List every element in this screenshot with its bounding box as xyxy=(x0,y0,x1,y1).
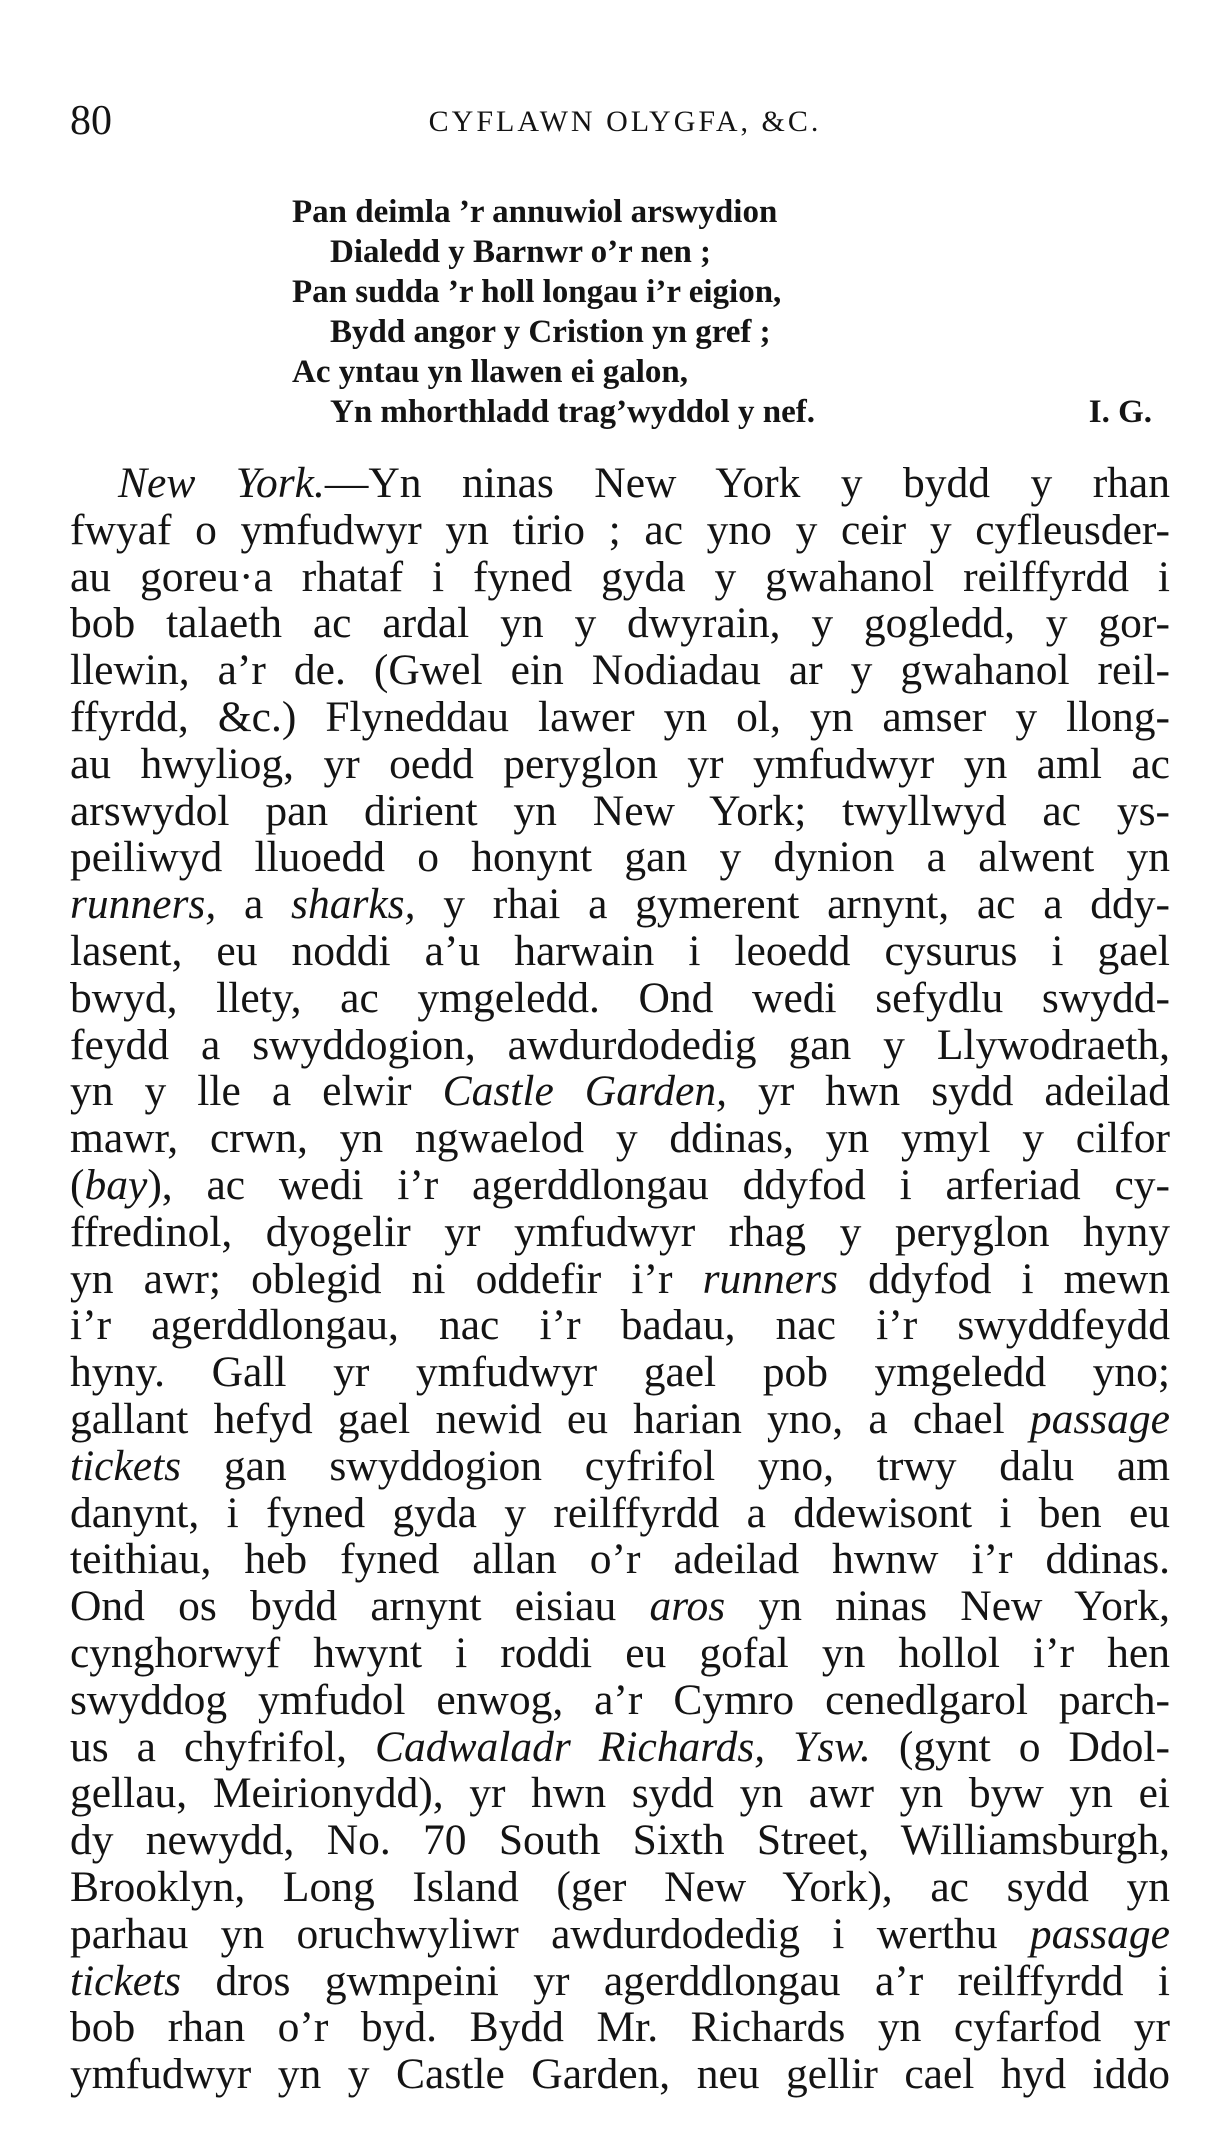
text-line: lasent, eu noddi a’u harwain i leoedd cysurus i gael xyxy=(70,926,1170,975)
text-run: ), ac wedi i’r agerddlongau ddyfod i arferiad cy- xyxy=(147,1160,1170,1209)
poem-line: Bydd angor y Cristion yn gref ; xyxy=(330,314,771,350)
text-run: parhau yn oruchwyliwr awdurdodedig i werthu xyxy=(70,1909,1030,1958)
text-line xyxy=(70,1958,1170,2005)
text-run: dros gwmpeini yr agerddlongau a’r reilffyrdd i xyxy=(181,1956,1170,2005)
italic-term: runners xyxy=(702,1254,838,1303)
text-line: swyddog ymfudol enwog, a’r Cymro cenedlgarol parch- xyxy=(70,1675,1170,1724)
text-line: hyny. Gall yr ymfudwyr gael pob ymgeledd yno; xyxy=(70,1348,1170,1397)
text-line xyxy=(70,1911,1170,1958)
poem-line: Pan deimla ’r annuwiol arswydion xyxy=(292,194,778,230)
page-number: 80 xyxy=(70,98,112,144)
italic-term: aros xyxy=(649,1582,726,1631)
italic-term: tickets xyxy=(70,1956,182,2005)
text-run: yn ninas New York, xyxy=(725,1582,1171,1631)
text-run: y rhai a gymerent arnynt, ac a ddy- xyxy=(415,880,1171,929)
text-line: mawr, crwn, yn ngwaelod y ddinas, yn ymyl y cilfor xyxy=(70,1114,1170,1163)
italic-term: bay xyxy=(84,1160,148,1209)
poem-last-line xyxy=(292,392,1152,432)
poem-line: Yn mhorthladd trag’wyddol y nef. xyxy=(330,394,815,430)
text-line: bwyd, llety, ac ymgeledd. Ond wedi sefydlu swydd- xyxy=(70,973,1170,1022)
text-line: teithiau, heb fyned allan o’r adeilad hwnw i’r ddinas. xyxy=(70,1535,1170,1584)
text-line: gellau, Meirionydd), yr hwn sydd yn awr yn byw yn ei xyxy=(70,1769,1170,1818)
text-line xyxy=(70,1162,1170,1209)
italic-term: Cadwaladr Richards, Ysw. xyxy=(375,1722,871,1771)
running-title: CYFLAWN OLYGFA, &C. xyxy=(428,105,822,138)
italic-term: passage xyxy=(1029,1394,1170,1443)
text-line: ffyrdd, &c.) Flyneddau lawer yn ol, yn amser y llong- xyxy=(70,692,1170,741)
italic-term: passage xyxy=(1029,1909,1170,1958)
text-line: llewin, a’r de. (Gwel ein Nodiadau ar y gwahanol reil- xyxy=(70,646,1170,695)
place-heading: New York. xyxy=(118,459,325,507)
italic-term: sharks, xyxy=(291,880,416,929)
text-line xyxy=(70,1396,1170,1443)
text-run: —Yn ninas New York y bydd y rhan xyxy=(324,459,1170,507)
text-line xyxy=(70,881,1170,928)
text-run: yr hwn sydd adeilad xyxy=(726,1067,1170,1116)
text-run: ( xyxy=(70,1160,85,1209)
text-line: fwyaf o ymfudwyr yn tirio ; ac yno y ceir y cyfleusder- xyxy=(70,505,1170,554)
text-line: ffredinol, dyogelir yr ymfudwyr rhag y peryglon hyny xyxy=(70,1207,1170,1256)
text-line: Brooklyn, Long Island (ger New York), ac sydd yn xyxy=(70,1862,1170,1911)
text-line xyxy=(70,1256,1170,1303)
text-line: arswydol pan dirient yn New York; twyllwyd ac ys- xyxy=(70,786,1170,835)
text-line: cynghorwyf hwynt i roddi eu gofal yn hollol i’r hen xyxy=(70,1628,1170,1677)
text-line: au hwyliog, yr oedd peryglon yr ymfudwyr yn aml ac xyxy=(70,739,1170,788)
text-run: us a chyfrifol, xyxy=(70,1722,376,1771)
text-line: bob talaeth ac ardal yn y dwyrain, y gogledd, y gor- xyxy=(70,599,1170,648)
poem-line: Ac yntau yn llawen ei galon, xyxy=(292,354,689,390)
text-line: ymfudwyr yn y Castle Garden, neu gellir cael hyd iddo xyxy=(70,2050,1170,2099)
text-run: yn awr; oblegid ni oddefir i’r xyxy=(70,1254,703,1303)
text-line: danynt, i fyned gyda y reilffyrdd a ddewisont i ben eu xyxy=(70,1488,1170,1537)
text-line: feydd a swyddogion, awdurdodedig gan y Llywodraeth, xyxy=(70,1020,1170,1069)
text-line: i’r agerddlongau, nac i’r badau, nac i’r swyddfeydd xyxy=(70,1301,1170,1350)
text-run: (gynt o Ddol- xyxy=(870,1722,1170,1771)
text-run: ddyfod i mewn xyxy=(837,1254,1170,1303)
body-paragraph xyxy=(70,460,1170,2098)
page-header xyxy=(70,96,1180,146)
italic-term: Castle Garden, xyxy=(442,1067,727,1116)
italic-term: tickets xyxy=(70,1441,182,1490)
text-line: bob rhan o’r byd. Bydd Mr. Richards yn cyfarfod yr xyxy=(70,2003,1170,2052)
text-line xyxy=(70,1724,1170,1771)
text-run: yn y lle a elwir xyxy=(70,1067,443,1116)
text-run: a xyxy=(216,880,292,929)
text-line xyxy=(70,1583,1170,1630)
poem-line: Dialedd y Barnwr o’r nen ; xyxy=(330,234,712,270)
text-line xyxy=(70,1068,1170,1115)
text-run: Ond os bydd arnynt eisiau xyxy=(70,1582,650,1631)
italic-term: runners, xyxy=(70,880,217,929)
text-line: dy newydd, No. 70 South Sixth Street, Williamsburgh, xyxy=(70,1816,1170,1865)
text-run: gallant hefyd gael newid eu harian yno, a chael xyxy=(70,1394,1030,1443)
text-line xyxy=(70,460,1170,507)
text-line xyxy=(70,1443,1170,1490)
poem-signature: I. G. xyxy=(1088,394,1152,430)
text-run: gan swyddogion cyfrifol yno, trwy dalu am xyxy=(181,1441,1170,1490)
text-line: peiliwyd lluoedd o honynt gan y dynion a alwent yn xyxy=(70,833,1170,882)
text-line: au goreu·a rhataf i fyned gyda y gwahanol reilffyrdd i xyxy=(70,552,1170,601)
poem-line: Pan sudda ’r holl longau i’r eigion, xyxy=(292,274,782,310)
poem-stanza xyxy=(292,192,1152,432)
